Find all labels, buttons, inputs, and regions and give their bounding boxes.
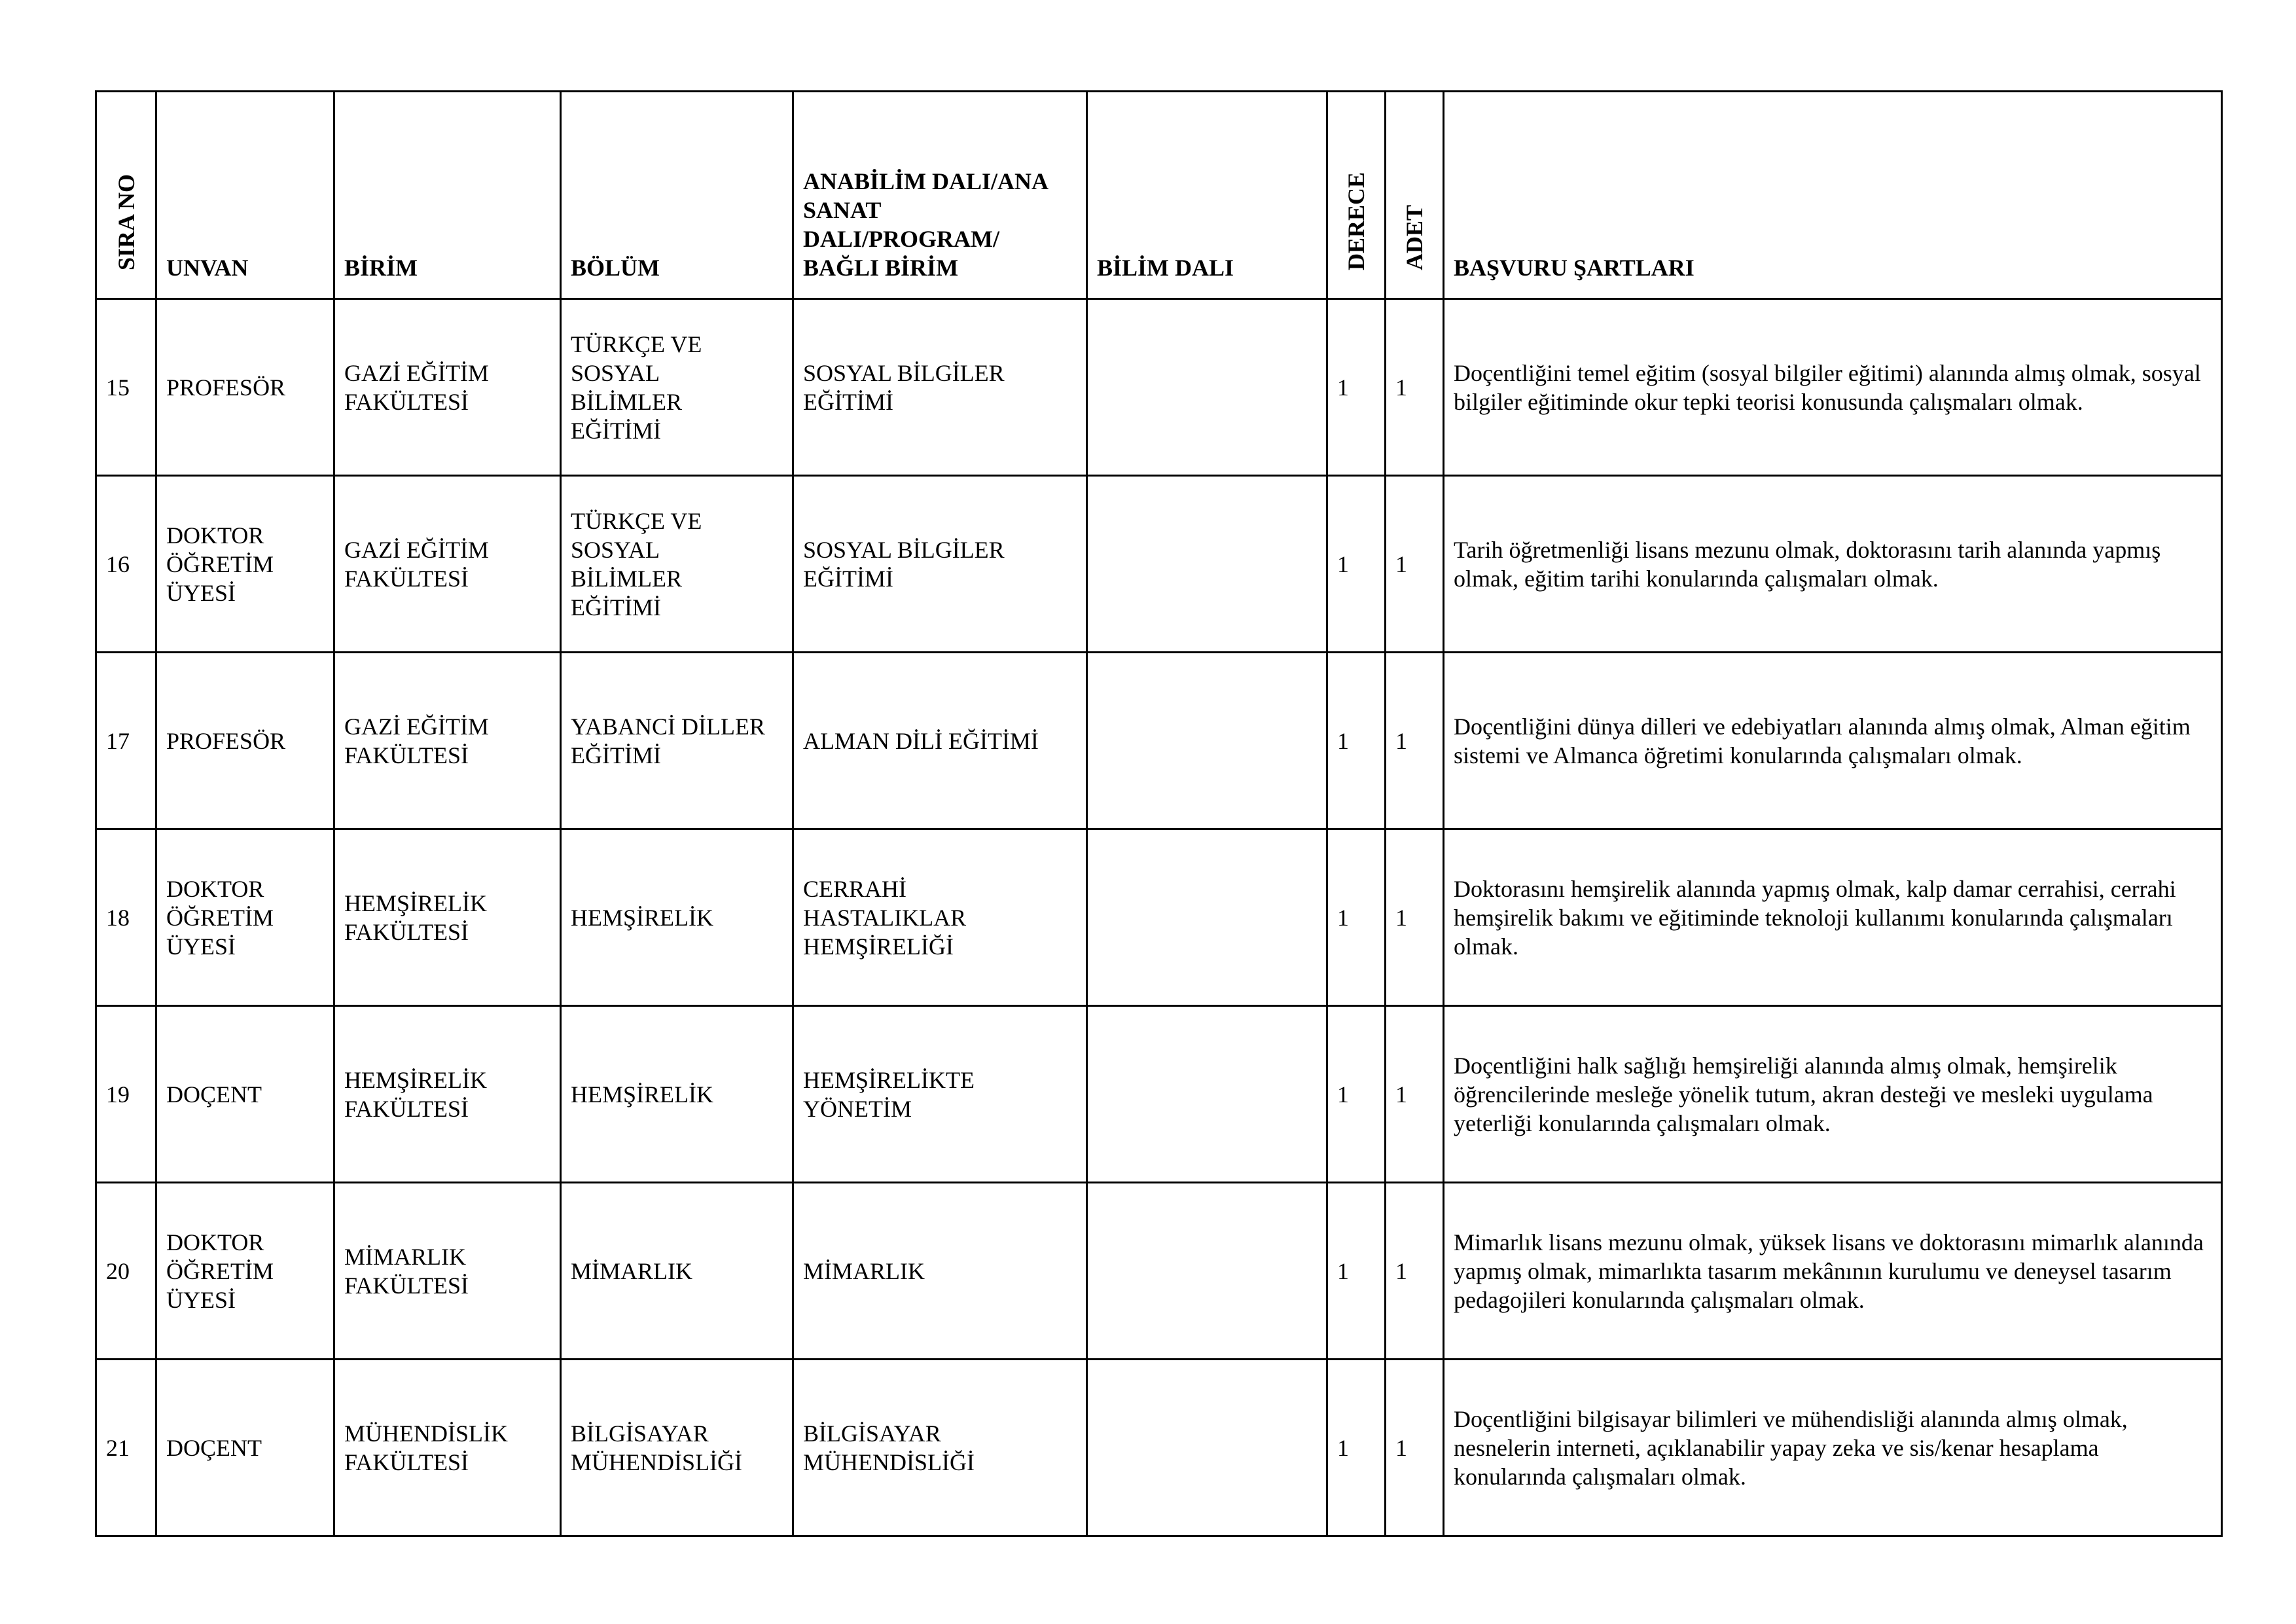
cell-unvan-line: ÖĞRETİM	[166, 904, 274, 931]
cell-birim-line: FAKÜLTESİ	[344, 1095, 469, 1122]
cell-basvuru-sartlari: Doçentliğini halk sağlığı hemşireliği alanında almış olmak, hemşirelik öğrencilerinde mesleğe yönelik tutum, akran desteği ve mesleki uygulama yeterliği konularında çalışmaları olmak.	[1444, 1006, 2222, 1183]
header-derece	[1327, 92, 1386, 299]
table-row	[96, 1006, 2222, 1183]
cell-derece: 1	[1327, 476, 1386, 653]
cell-unvan-line: PROFESÖR	[166, 727, 286, 754]
header-anabilim-line: DALI/PROGRAM/	[803, 226, 999, 252]
header-anabilim-line: BAĞLI BİRİM	[803, 255, 959, 281]
cell-anabilim	[793, 476, 1087, 653]
cell-unvan-line: DOKTOR	[166, 875, 264, 902]
cell-bilim-dali	[1087, 1006, 1327, 1183]
table-row	[96, 829, 2222, 1006]
cell-basvuru-sartlari: Doktorasını hemşirelik alanında yapmış olmak, kalp damar cerrahisi, cerrahi hemşirelik bakımı ve eğitiminde teknoloji kullanımı konularında çalışmaları olmak.	[1444, 829, 2222, 1006]
cell-birim	[334, 1360, 561, 1536]
cell-birim-line: HEMŞİRELİK	[344, 1066, 487, 1093]
cell-unvan	[156, 1183, 334, 1360]
cell-birim-line: FAKÜLTESİ	[344, 388, 469, 415]
cell-unvan-line: DOKTOR	[166, 1229, 264, 1255]
cell-adet: 1	[1386, 1360, 1444, 1536]
cell-anabilim	[793, 1183, 1087, 1360]
cell-bolum-line: MİMARLIK	[571, 1257, 692, 1284]
header-adet-text: ADET	[1401, 204, 1427, 270]
cell-adet: 1	[1386, 476, 1444, 653]
cell-birim	[334, 299, 561, 476]
header-anabilim	[793, 92, 1087, 299]
cell-bolum-line: TÜRKÇE VE	[571, 331, 702, 357]
cell-adet: 1	[1386, 829, 1444, 1006]
cell-unvan-line: DOKTOR	[166, 522, 264, 549]
header-unvan: UNVAN	[156, 92, 334, 299]
cell-bolum-line: EĞİTİMİ	[571, 742, 661, 768]
cell-bilim-dali	[1087, 1360, 1327, 1536]
cell-birim-line: FAKÜLTESİ	[344, 742, 469, 768]
cell-anabilim-line: BİLGİSAYAR	[803, 1420, 941, 1447]
cell-unvan-line: ÜYESİ	[166, 579, 236, 606]
cell-birim	[334, 1183, 561, 1360]
header-birim: BİRİM	[334, 92, 561, 299]
header-adet	[1386, 92, 1444, 299]
cell-bolum-line: BİLİMLER	[571, 388, 682, 415]
table-header-row	[96, 92, 2222, 299]
cell-bolum-line: BİLGİSAYAR	[571, 1420, 709, 1447]
header-anabilim-line: SANAT	[803, 197, 882, 223]
cell-birim-line: FAKÜLTESİ	[344, 1449, 469, 1475]
table-row	[96, 299, 2222, 476]
cell-unvan-line: ÜYESİ	[166, 933, 236, 960]
cell-bilim-dali	[1087, 476, 1327, 653]
cell-birim-line: GAZİ EĞİTİM	[344, 713, 489, 740]
cell-bolum-line: EĞİTİMİ	[571, 594, 661, 621]
cell-bolum-line: MÜHENDİSLİĞİ	[571, 1449, 742, 1475]
header-basvuru: BAŞVURU ŞARTLARI	[1444, 92, 2222, 299]
cell-adet: 1	[1386, 653, 1444, 829]
cell-birim-line: GAZİ EĞİTİM	[344, 359, 489, 386]
cell-bolum-line: SOSYAL	[571, 359, 660, 386]
cell-derece: 1	[1327, 1360, 1386, 1536]
cell-birim-line: MİMARLIK	[344, 1243, 466, 1270]
cell-bolum	[561, 1360, 793, 1536]
cell-basvuru-sartlari: Doçentliğini temel eğitim (sosyal bilgiler eğitimi) alanında almış olmak, sosyal bilgiler eğitiminde okur tepki teorisi konusunda çalışmaları olmak.	[1444, 299, 2222, 476]
cell-derece: 1	[1327, 1006, 1386, 1183]
cell-bilim-dali	[1087, 653, 1327, 829]
cell-sira-no: 16	[96, 476, 156, 653]
cell-basvuru-sartlari: Doçentliğini bilgisayar bilimleri ve mühendisliği alanında almış olmak, nesnelerin interneti, açıklanabilir yapay zeka ve sis/kenar hesaplama konularında çalışmaları olmak.	[1444, 1360, 2222, 1536]
cell-anabilim-line: HASTALIKLAR	[803, 904, 967, 931]
positions-table	[95, 90, 2223, 1537]
cell-birim-line: GAZİ EĞİTİM	[344, 536, 489, 563]
header-bilim-dali: BİLİM DALI	[1087, 92, 1327, 299]
cell-birim	[334, 1006, 561, 1183]
cell-birim-line: HEMŞİRELİK	[344, 890, 487, 916]
cell-sira-no: 18	[96, 829, 156, 1006]
cell-anabilim	[793, 653, 1087, 829]
cell-derece: 1	[1327, 829, 1386, 1006]
cell-sira-no: 17	[96, 653, 156, 829]
cell-anabilim-line: CERRAHİ	[803, 875, 907, 902]
cell-anabilim-line: EĞİTİMİ	[803, 565, 893, 592]
table-row	[96, 653, 2222, 829]
cell-unvan	[156, 299, 334, 476]
cell-bolum	[561, 829, 793, 1006]
cell-anabilim-line: EĞİTİMİ	[803, 388, 893, 415]
cell-bolum-line: SOSYAL	[571, 536, 660, 563]
cell-unvan-line: DOÇENT	[166, 1081, 262, 1108]
cell-bolum-line: BİLİMLER	[571, 565, 682, 592]
cell-unvan-line: PROFESÖR	[166, 374, 286, 401]
cell-derece: 1	[1327, 299, 1386, 476]
table-row	[96, 1183, 2222, 1360]
cell-birim	[334, 476, 561, 653]
cell-sira-no: 15	[96, 299, 156, 476]
cell-anabilim-line: YÖNETİM	[803, 1095, 912, 1122]
cell-sira-no: 20	[96, 1183, 156, 1360]
cell-derece: 1	[1327, 1183, 1386, 1360]
cell-unvan-line: DOÇENT	[166, 1434, 262, 1461]
cell-bolum	[561, 653, 793, 829]
cell-unvan	[156, 829, 334, 1006]
cell-birim-line: FAKÜLTESİ	[344, 1272, 469, 1299]
cell-bolum-line: HEMŞİRELİK	[571, 1081, 713, 1108]
cell-bolum-line: HEMŞİRELİK	[571, 904, 713, 931]
header-sira-no-text: SIRA NO	[113, 173, 139, 270]
cell-bilim-dali	[1087, 299, 1327, 476]
cell-bolum-line: EĞİTİMİ	[571, 417, 661, 444]
cell-anabilim-line: SOSYAL BİLGİLER	[803, 536, 1005, 563]
cell-anabilim-line: HEMŞİRELİĞİ	[803, 933, 954, 960]
cell-bilim-dali	[1087, 829, 1327, 1006]
cell-basvuru-sartlari: Doçentliğini dünya dilleri ve edebiyatları alanında almış olmak, Alman eğitim sistemi ve Almanca öğretimi konularında çalışmaları olmak.	[1444, 653, 2222, 829]
header-bolum: BÖLÜM	[561, 92, 793, 299]
cell-bolum-line: TÜRKÇE VE	[571, 507, 702, 534]
cell-anabilim-line: MÜHENDİSLİĞİ	[803, 1449, 975, 1475]
cell-anabilim	[793, 1006, 1087, 1183]
cell-sira-no: 19	[96, 1006, 156, 1183]
cell-anabilim	[793, 1360, 1087, 1536]
cell-birim-line: MÜHENDİSLİK	[344, 1420, 508, 1447]
cell-sira-no: 21	[96, 1360, 156, 1536]
table-row	[96, 1360, 2222, 1536]
cell-unvan	[156, 653, 334, 829]
cell-anabilim-line: HEMŞİRELİKTE	[803, 1066, 975, 1093]
cell-anabilim-line: ALMAN DİLİ EĞİTİMİ	[803, 727, 1039, 754]
cell-unvan	[156, 1360, 334, 1536]
table-row	[96, 476, 2222, 653]
cell-birim-line: FAKÜLTESİ	[344, 565, 469, 592]
cell-anabilim	[793, 829, 1087, 1006]
cell-unvan-line: ÜYESİ	[166, 1286, 236, 1313]
header-derece-text: DERECE	[1343, 171, 1369, 270]
cell-bolum	[561, 476, 793, 653]
table-body	[96, 299, 2222, 1536]
cell-unvan-line: ÖĞRETİM	[166, 550, 274, 577]
cell-anabilim	[793, 299, 1087, 476]
cell-birim	[334, 653, 561, 829]
header-sira-no	[96, 92, 156, 299]
cell-birim	[334, 829, 561, 1006]
cell-bilim-dali	[1087, 1183, 1327, 1360]
cell-anabilim-line: SOSYAL BİLGİLER	[803, 359, 1005, 386]
cell-anabilim-line: MİMARLIK	[803, 1257, 925, 1284]
cell-bolum	[561, 1006, 793, 1183]
cell-bolum-line: YABANCİ DİLLER	[571, 713, 765, 740]
cell-basvuru-sartlari: Mimarlık lisans mezunu olmak, yüksek lisans ve doktorasını mimarlık alanında yapmış olmak, mimarlıkta tasarım mekânının kurulumu ve deneysel tasarım pedagojileri konularında çalışmaları olmak.	[1444, 1183, 2222, 1360]
header-anabilim-line: ANABİLİM DALI/ANA	[803, 168, 1049, 194]
cell-adet: 1	[1386, 299, 1444, 476]
cell-derece: 1	[1327, 653, 1386, 829]
cell-unvan-line: ÖĞRETİM	[166, 1257, 274, 1284]
cell-unvan	[156, 476, 334, 653]
cell-birim-line: FAKÜLTESİ	[344, 918, 469, 945]
cell-bolum	[561, 299, 793, 476]
cell-unvan	[156, 1006, 334, 1183]
cell-bolum	[561, 1183, 793, 1360]
cell-adet: 1	[1386, 1006, 1444, 1183]
cell-adet: 1	[1386, 1183, 1444, 1360]
cell-basvuru-sartlari: Tarih öğretmenliği lisans mezunu olmak, doktorasını tarih alanında yapmış olmak, eğitim tarihi konularında çalışmaları olmak.	[1444, 476, 2222, 653]
